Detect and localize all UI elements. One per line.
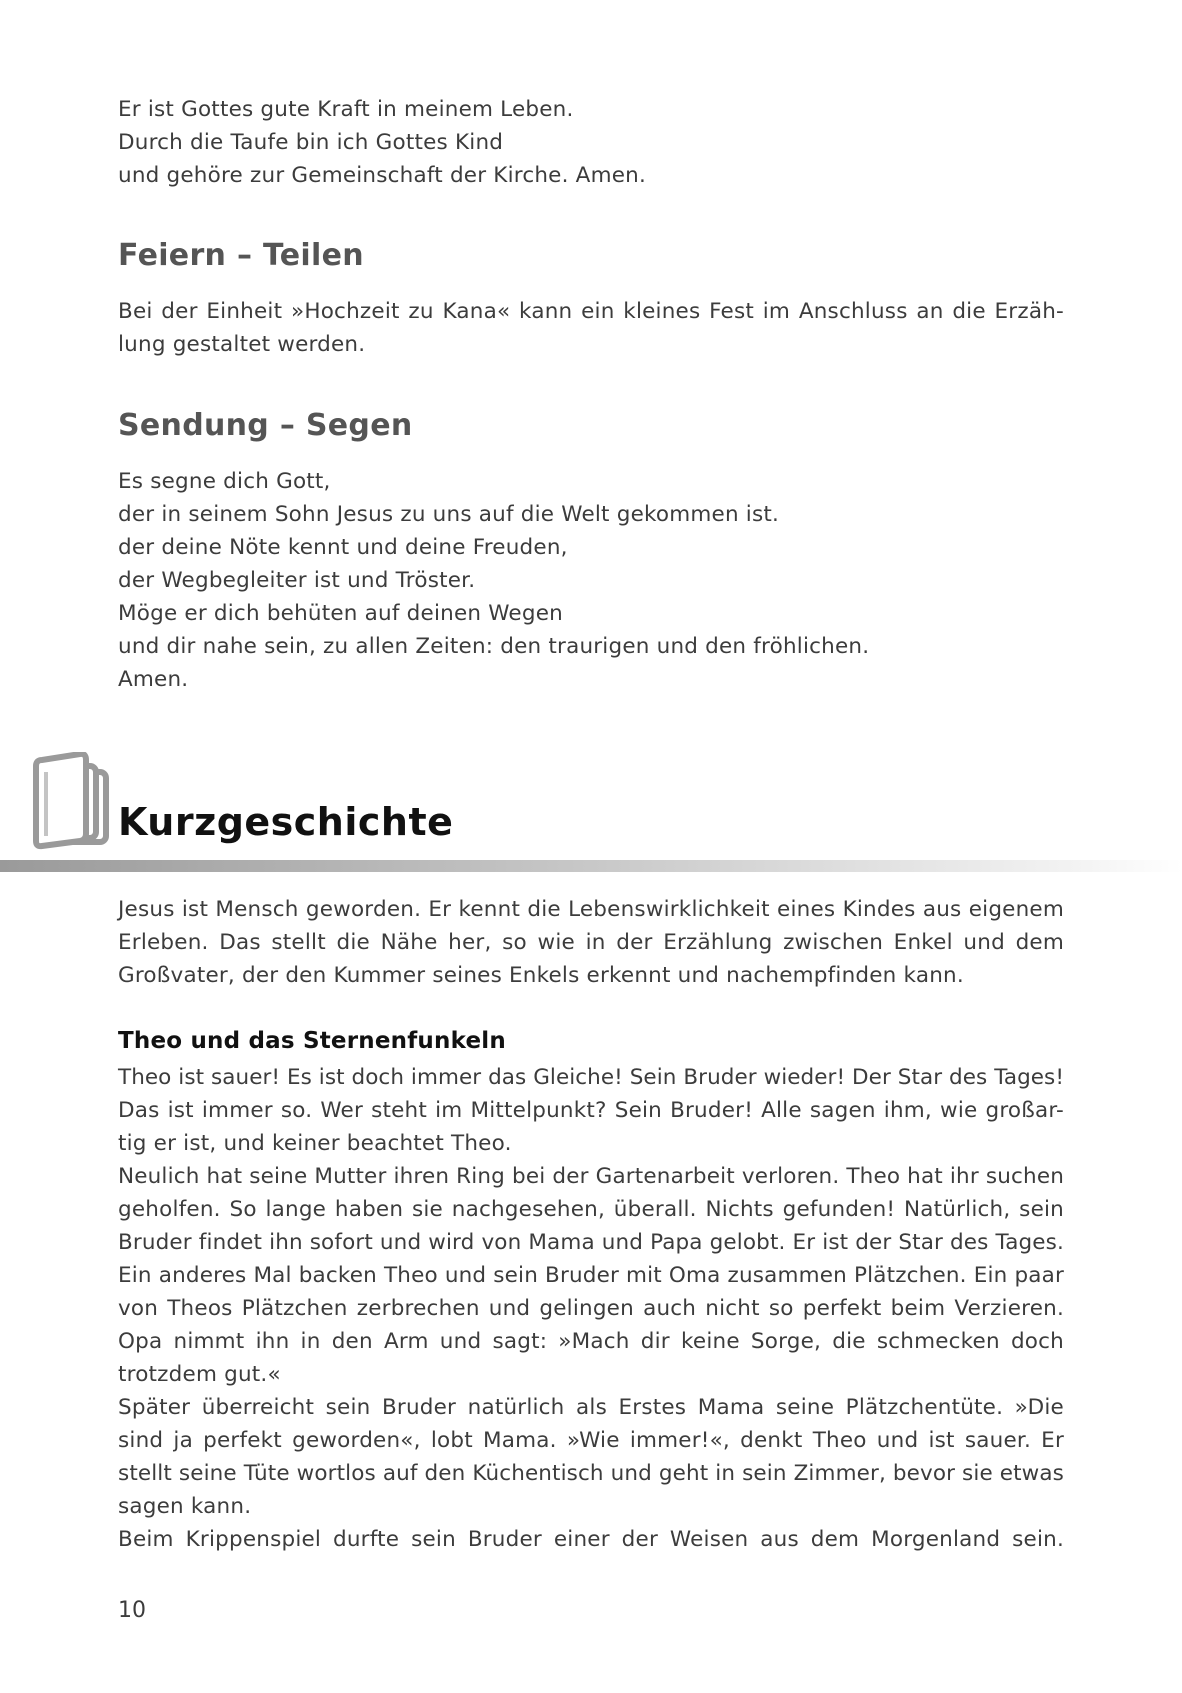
text-line: Bei der Einheit »Hochzeit zu Kana« kann ein kleines Fest im Anschluss an die Erzäh- <box>118 299 1064 324</box>
text-line: und gehöre zur Gemeinschaft der Kirche. Amen. <box>118 163 647 188</box>
text-line: Das ist immer so. Wer steht im Mittelpunkt? Sein Bruder! Alle sagen ihm, wie großar- <box>118 1098 1064 1123</box>
text-line: stellt seine Tüte wortlos auf den Küchentisch und geht in sein Zimmer, bevor sie etwas <box>118 1461 1064 1486</box>
section-title: Kurzgeschichte <box>118 800 454 844</box>
text-line: Durch die Taufe bin ich Gottes Kind <box>118 130 504 155</box>
text-line: von Theos Plätzchen zerbrechen und gelingen auch nicht so perfekt beim Verzieren. <box>118 1296 1064 1321</box>
text-line: Möge er dich behüten auf deinen Wegen <box>118 601 563 626</box>
text-line: Neulich hat seine Mutter ihren Ring bei der Gartenarbeit verloren. Theo hat ihr suchen <box>118 1164 1064 1189</box>
intro-text <box>118 93 1064 192</box>
text-line: Großvater, der den Kummer seines Enkels erkennt und nachempfinden kann. <box>118 963 964 988</box>
text-line: sind ja perfekt geworden«, lobt Mama. »Wie immer!«, denkt Theo und ist sauer. Er <box>118 1428 1064 1453</box>
text-line: Später überreicht sein Bruder natürlich als Erstes Mama seine Plätzchentüte. »Die <box>118 1395 1064 1420</box>
text-line: der Wegbegleiter ist und Tröster. <box>118 568 476 593</box>
text-line: Ein anderes Mal backen Theo und sein Bruder mit Oma zusammen Plätzchen. Ein paar <box>118 1263 1064 1288</box>
text-line: Erleben. Das stellt die Nähe her, so wie in der Erzählung zwischen Enkel und dem <box>118 930 1064 955</box>
heading-feiern: Feiern – Teilen <box>118 238 364 273</box>
section-header-kurzgeschichte <box>0 752 1182 872</box>
text-line: Jesus ist Mensch geworden. Er kennt die Lebenswirklichkeit eines Kindes aus eigenem <box>118 897 1064 922</box>
text-line: Beim Krippenspiel durfte sein Bruder einer der Weisen aus dem Morgenland sein. <box>118 1527 1064 1552</box>
text-line: Amen. <box>118 667 189 692</box>
text-line: Theo ist sauer! Es ist doch immer das Gleiche! Sein Bruder wieder! Der Star des Tages! <box>118 1065 1064 1090</box>
text-line: der deine Nöte kennt und deine Freuden, <box>118 535 568 560</box>
text-line: Es segne dich Gott, <box>118 469 331 494</box>
section-rule <box>0 860 1182 872</box>
text-line: tig er ist, und keiner beachtet Theo. <box>118 1131 512 1156</box>
book-icon <box>30 752 114 852</box>
kurzgeschichte-intro <box>118 893 1064 992</box>
text-line: sagen kann. <box>118 1494 252 1519</box>
page-number: 10 <box>118 1598 146 1623</box>
story-text <box>118 1061 1064 1556</box>
text-line: Bruder findet ihn sofort und wird von Mama und Papa gelobt. Er ist der Star des Tages. <box>118 1230 1064 1255</box>
heading-sendung: Sendung – Segen <box>118 408 413 443</box>
text-line: und dir nahe sein, zu allen Zeiten: den traurigen und den fröhlichen. <box>118 634 870 659</box>
feiern-text <box>118 295 1064 361</box>
text-line: Er ist Gottes gute Kraft in meinem Leben. <box>118 97 574 122</box>
text-line: der in seinem Sohn Jesus zu uns auf die Welt gekommen ist. <box>118 502 780 527</box>
text-line: Opa nimmt ihn in den Arm und sagt: »Mach dir keine Sorge, die schmecken doch <box>118 1329 1064 1354</box>
text-line: trotzdem gut.« <box>118 1362 281 1387</box>
story-title: Theo und das Sternenfunkeln <box>118 1028 506 1054</box>
text-line: lung gestaltet werden. <box>118 332 366 357</box>
text-line: geholfen. So lange haben sie nachgesehen, überall. Nichts gefunden! Natürlich, sein <box>118 1197 1064 1222</box>
sendung-text <box>118 465 1064 696</box>
